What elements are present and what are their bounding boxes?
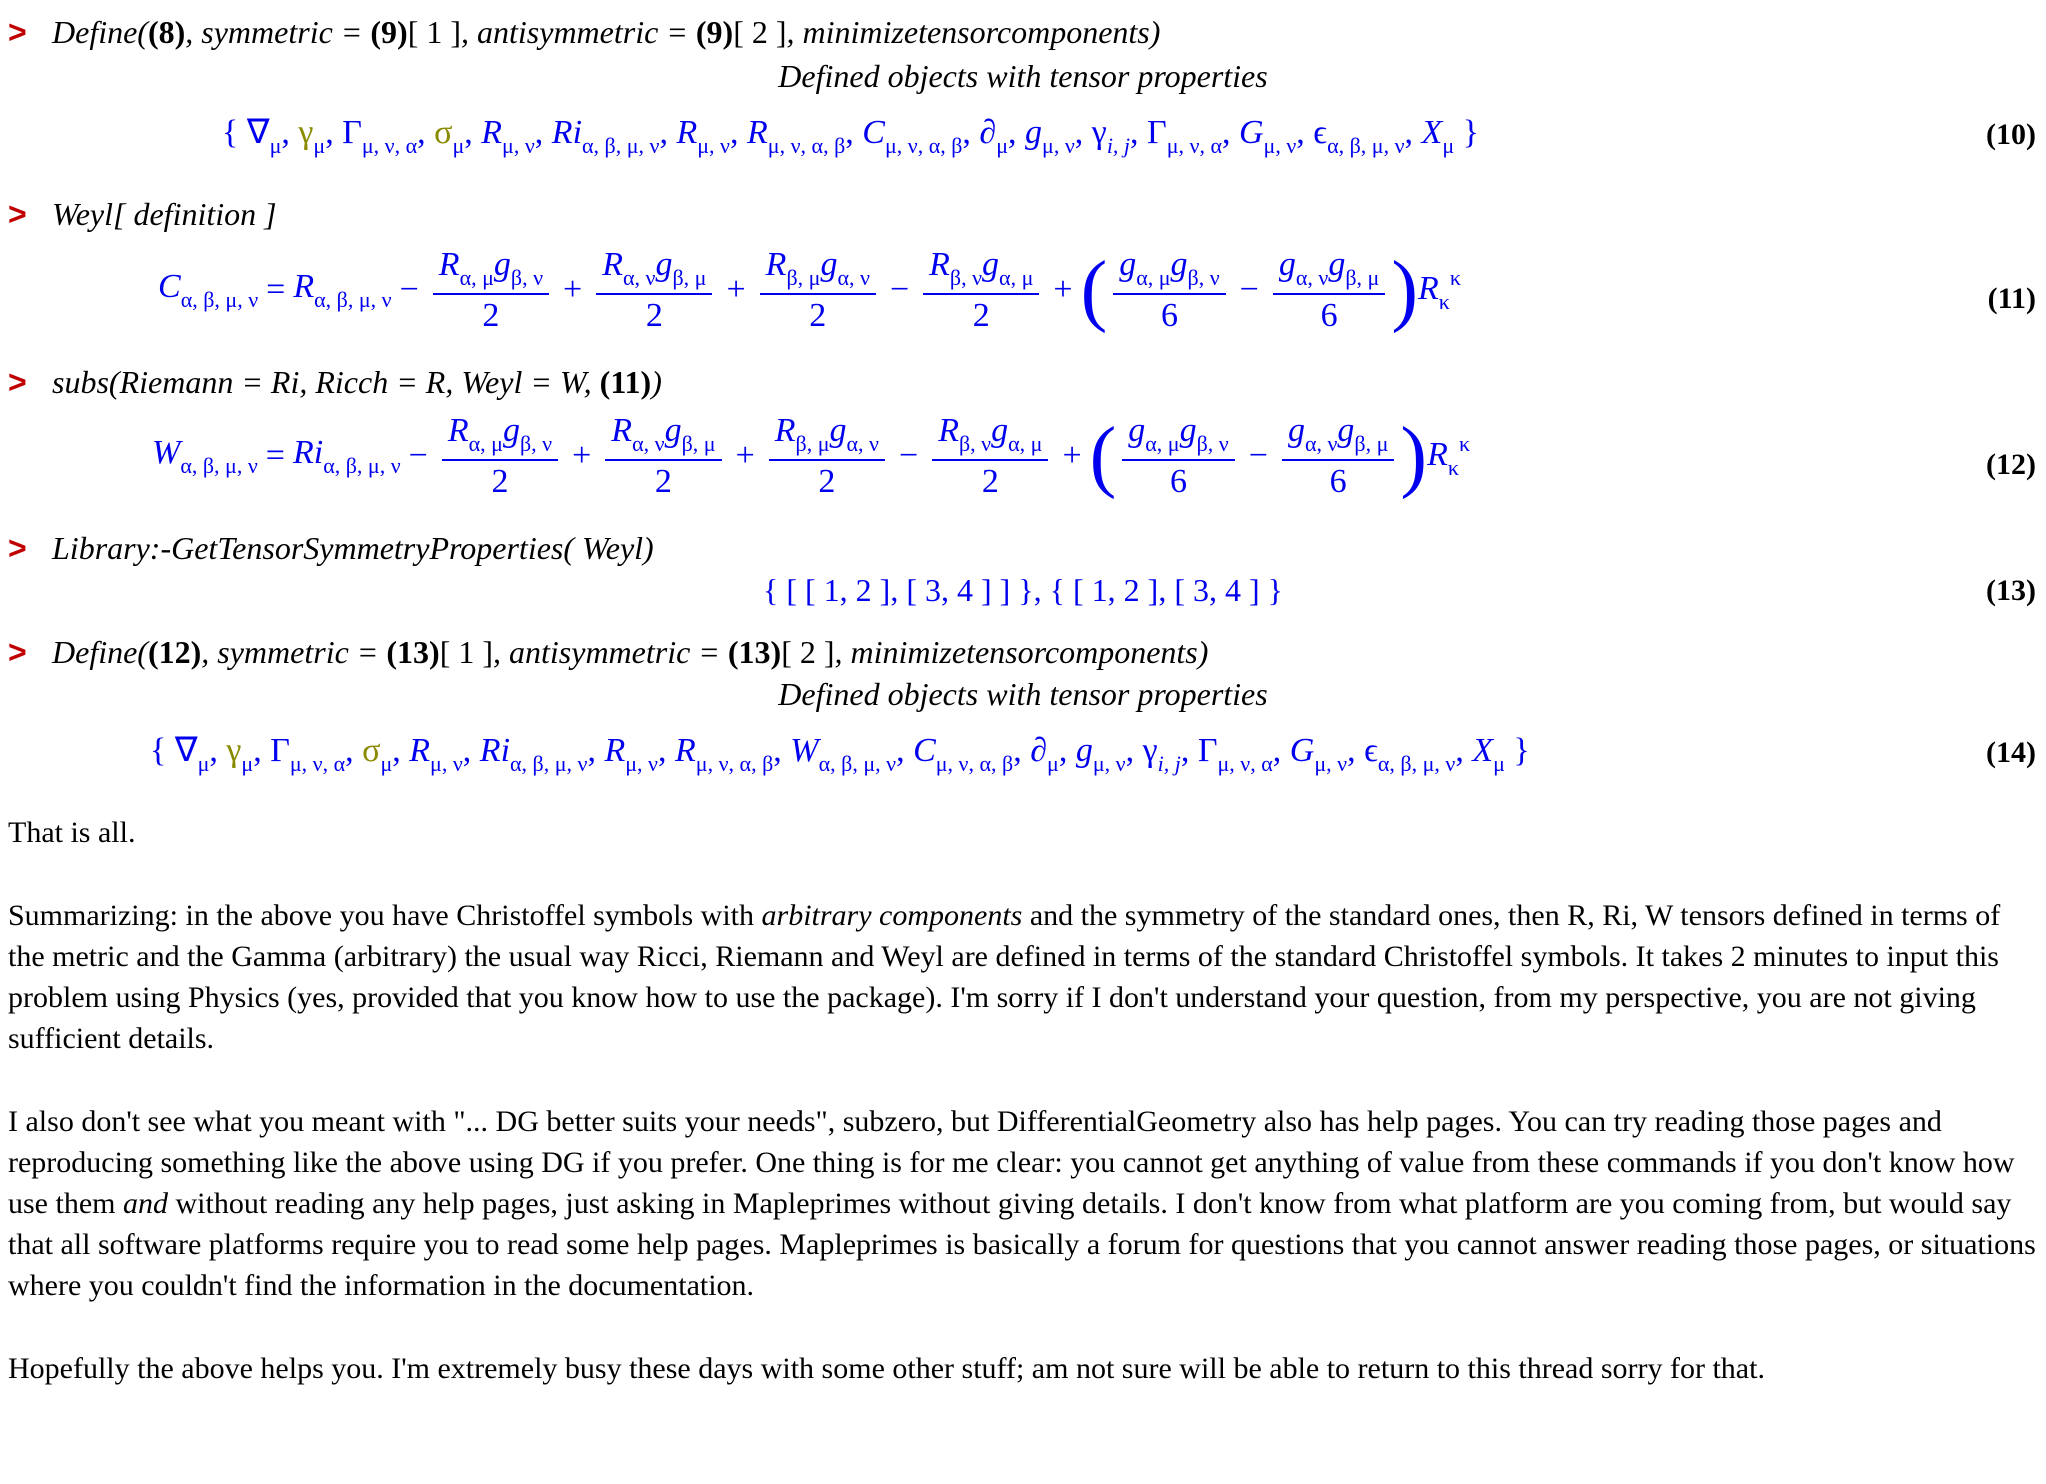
eq-ref: (13) <box>386 634 440 670</box>
output-eq-11: $C_{\alpha, \beta, \mu, \nu}$ = $R_{\alpha, \beta, \mu, \nu}$ − $\frac{R_{\alpha, \mu}g_{\beta, \nu}}{2}$ + $\frac{R_{\alpha, \nu}g_{\beta, \mu}}{2}$ + $\frac{R_{\beta, \mu}g_{\alpha, \nu}}{2}$ − $\frac{R_{\beta, \nu}g_{\alpha, \mu}}{2}$ + ( $\frac{g_{\alpha, \mu}g_{\beta, \nu}}{6}$ − $\frac{g_{\alpha, \nu}g_{\beta, \mu}}{6}$ ) $R_\kappa^\kappa$ <box>158 245 1461 334</box>
eq-ref: (9) <box>370 14 408 50</box>
comment-body <box>8 812 2038 1431</box>
eq-label-11: (11) <box>1987 282 2036 315</box>
input-weyl-definition[interactable]: Weyl[ definition ] <box>52 196 277 232</box>
text-emphasis: arbitrary components <box>761 899 1023 932</box>
output-set-14: { $\nabla_\mu$, $\gamma_\mu$, $\Gamma_{\mu, \nu, \alpha}$, $\sigma_\mu$, $R_{\mu, \nu}$, $Ri_{\alpha, \beta, \mu, \nu}$, $R_{\mu, \nu}$, $R_{\mu, \nu, \alpha, \beta}$, $W_{\alpha, \beta, \mu, \nu}$, $C_{\mu, \nu, \alpha, \beta}$, $\partial_\mu$, $g_{\mu, \nu}$, $\gamma_{i, j}$, $\Gamma_{\mu, \nu, \alpha}$, $G_{\mu, \nu}$, $\epsilon_{\alpha, \beta, \mu, \nu}$, $X_\mu$ } <box>150 732 1530 776</box>
paragraph <box>8 1101 2038 1306</box>
input-text: ) <box>651 364 662 400</box>
input-define-2[interactable] <box>52 634 1208 671</box>
text-span: I also don't see what you meant with "... DG better suits your needs", subzero, but DifferentialGeometry also has help pages. You can try reading those pages and reproducing something like the above using DG if you prefer. One thing is for me clear: you cannot get anything of value from these commands if you don't know how use them <box>8 1105 2015 1220</box>
paragraph: Hopefully the above helps you. I'm extremely busy these days with some other stuff; am not sure will be able to return to this thread sorry for that. <box>8 1352 1765 1385</box>
output-eq-12: $W_{\alpha, \beta, \mu, \nu}$ = $Ri_{\alpha, \beta, \mu, \nu}$ − $\frac{R_{\alpha, \mu}g_{\beta, \nu}}{2}$ + $\frac{R_{\alpha, \nu}g_{\beta, \mu}}{2}$ + $\frac{R_{\beta, \mu}g_{\alpha, \nu}}{2}$ − $\frac{R_{\beta, \nu}g_{\alpha, \mu}}{2}$ + ( $\frac{g_{\alpha, \mu}g_{\beta, \nu}}{6}$ − $\frac{g_{\alpha, \nu}g_{\beta, \mu}}{6}$ ) $R_\kappa^\kappa$ <box>152 411 1471 500</box>
input-text: , minimizetensorcomponents) <box>834 634 1209 670</box>
input-text: , symmetric = <box>201 634 387 670</box>
eq-ref: (11) <box>599 364 652 400</box>
input-subs[interactable] <box>52 364 662 401</box>
input-text: [ 2 ] <box>733 14 787 50</box>
eq-ref: (8) <box>147 14 186 50</box>
text-span: Summarizing: in the above you have Christoffel symbols with <box>8 899 762 932</box>
input-text: Define( <box>52 14 148 50</box>
eq-label-14: (14) <box>1986 736 2036 769</box>
input-get-symmetry[interactable]: Library:-GetTensorSymmetryProperties( Weyl) <box>52 530 654 566</box>
eq-ref: (9) <box>695 14 734 50</box>
output-caption-2: Defined objects with tensor properties <box>778 676 1268 712</box>
output-set-10: { $\nabla_\mu$, $\gamma_\mu$, $\Gamma_{\mu, \nu, \alpha}$, $\sigma_\mu$, $R_{\mu, \nu}$, $Ri_{\alpha, \beta, \mu, \nu}$, $R_{\mu, \nu}$, $R_{\mu, \nu, \alpha, \beta}$, $C_{\mu, \nu, \alpha, \beta}$, $\partial_\mu$, $g_{\mu, \nu}$, $\gamma_{i, j}$, $\Gamma_{\mu, \nu, \alpha}$, $G_{\mu, \nu}$, $\epsilon_{\alpha, \beta, \mu, \nu}$, $X_\mu$ } <box>222 114 1479 158</box>
input-text: [ 1 ] <box>439 634 493 670</box>
input-text: , antisymmetric = <box>461 14 696 50</box>
eq-ref: (13) <box>727 634 782 670</box>
input-text: [ 2 ] <box>781 634 835 670</box>
prompt-marker: > <box>8 530 27 566</box>
paragraph <box>8 895 2038 1059</box>
output-result-13: { [ [ 1, 2 ], [ 3, 4 ] ] }, { [ 1, 2 ], [ 3, 4 ] } <box>763 572 1283 608</box>
paragraph: That is all. <box>8 816 136 849</box>
cmd-define-2[interactable] <box>0 634 2046 674</box>
text-span: without reading any help pages, just asking in Mapleprimes without giving details. I don't know from what platform are you coming from, but would say that all software platforms require you to read some help pages. Mapleprimes is basically a forum for questions that you cannot answer reading those pages, or situations where you couldn't find the information in the documentation. <box>8 1187 2036 1302</box>
prompt-marker: > <box>8 196 27 232</box>
output-caption-1: Defined objects with tensor properties <box>778 58 1268 94</box>
prompt-marker: > <box>8 364 27 400</box>
input-text: Define( <box>52 634 148 670</box>
prompt-marker: > <box>8 634 27 670</box>
eq-label-12: (12) <box>1986 448 2036 481</box>
cmd-weyl-definition[interactable] <box>0 196 2046 236</box>
input-define-1[interactable] <box>52 14 1160 51</box>
eq-ref: (12) <box>147 634 202 670</box>
input-text: , minimizetensorcomponents) <box>786 14 1161 50</box>
eq-label-10: (10) <box>1986 118 2036 151</box>
input-text: , antisymmetric = <box>493 634 728 670</box>
input-text: , symmetric = <box>185 14 371 50</box>
prompt-marker: > <box>8 14 27 50</box>
input-text: subs(Riemann = Ri, Ricch = R, Weyl = W, <box>52 364 600 400</box>
text-span: and the symmetry of the standard ones, then R, Ri, W tensors defined in terms of the metric and the Gamma (arbitrary) the usual way Ricci, Riemann and Weyl are defined in terms of the standard Christoffel symbols. It takes 2 minutes to input this problem using Physics (yes, provided that you know how to use the package). I'm sorry if I don't understand your question, from my perspective, you are not giving sufficient details. <box>8 899 2001 1055</box>
cmd-get-symmetry[interactable] <box>0 530 2046 570</box>
text-emphasis: and <box>122 1187 168 1220</box>
input-text: [ 1 ] <box>407 14 461 50</box>
cmd-subs[interactable] <box>0 364 2046 404</box>
eq-label-13: (13) <box>1986 574 2036 607</box>
cmd-define-1[interactable] <box>0 14 2046 54</box>
